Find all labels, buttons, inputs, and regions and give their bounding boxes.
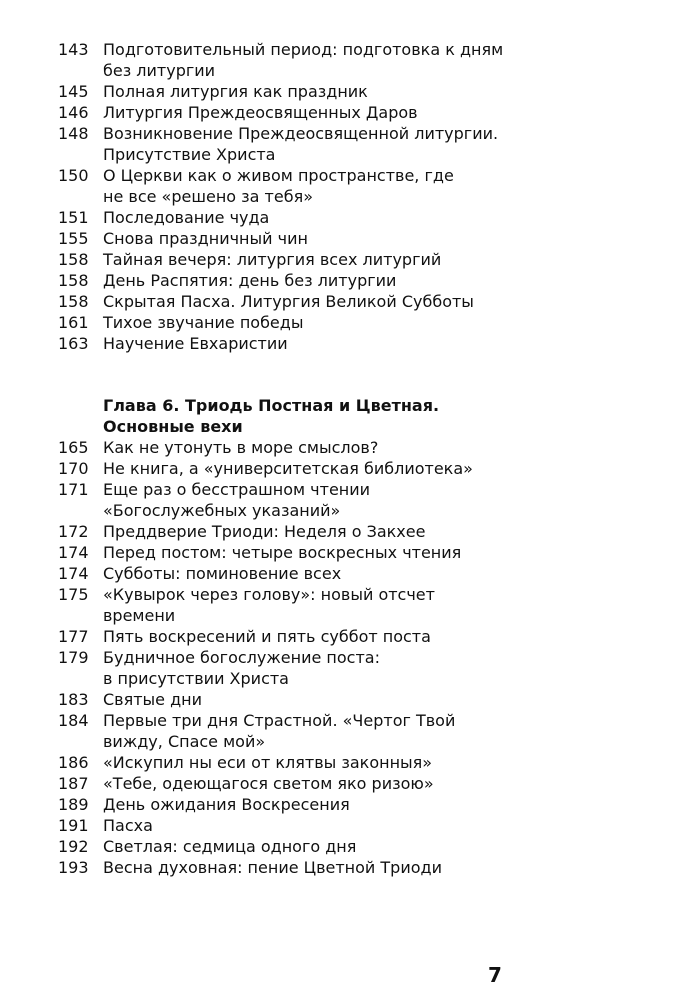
toc-entry-page: 163 [58,334,89,353]
toc-entry [58,521,658,542]
toc-entry-title: Тайная вечеря: литургия всех литургий [103,250,442,269]
toc-entry-title: Пять воскресений и пять суббот поста [103,627,431,646]
toc-entry-page: 179 [58,648,89,667]
toc-entry [58,752,658,773]
toc-entry [58,81,658,102]
toc-entry-page: 165 [58,438,89,457]
toc-entry-title: «Тебе, одеющагося светом яко ризою» [103,774,434,793]
toc-entry-page: 170 [58,459,89,478]
toc-section-part2 [58,437,658,878]
toc-entry [58,207,658,228]
toc-entry-page: 155 [58,229,89,248]
toc-entry-title: Первые три дня Страстной. «Чертог Твой вижду, Спасе мой» [103,711,456,751]
toc-entry-page: 151 [58,208,89,227]
section-gap [58,354,658,395]
toc-entry-title: Еще раз о бесстрашном чтении «Богослужебных указаний» [103,480,371,520]
toc-entry-page: 174 [58,543,89,562]
toc-entry-page: 172 [58,522,89,541]
toc-entry-title: Полная литургия как праздник [103,82,368,101]
toc-entry-title: О Церкви как о живом пространстве, где не все «решено за тебя» [103,166,454,206]
toc-entry-page: 143 [58,40,89,59]
toc-entry-title: Перед постом: четыре воскресных чтения [103,543,462,562]
toc-entry-page: 183 [58,690,89,709]
toc-entry [58,39,658,81]
toc-entry [58,102,658,123]
toc-entry [58,689,658,710]
toc-entry-page: 192 [58,837,89,856]
toc-entry [58,165,658,207]
toc-entry-page: 146 [58,103,89,122]
toc-entry-page: 158 [58,271,89,290]
toc-entry [58,123,658,165]
toc-entry [58,249,658,270]
toc-entry-page: 189 [58,795,89,814]
toc-entry-title: Будничное богослужение поста: в присутствии Христа [103,648,380,688]
toc-entry [58,773,658,794]
toc-entry-page: 184 [58,711,89,730]
toc-entry-page: 191 [58,816,89,835]
toc-entry-title: Возникновение Преждеосвященной литургии. Присутствие Христа [103,124,499,164]
toc-entry-title: Скрытая Пасха. Литургия Великой Субботы [103,292,474,311]
toc-entry [58,815,658,836]
toc-entry-page: 158 [58,292,89,311]
toc-entry-page: 193 [58,858,89,877]
toc-entry [58,270,658,291]
toc-entry-title: День Распятия: день без литургии [103,271,397,290]
chapter-heading [58,395,658,437]
toc-entry [58,291,658,312]
toc-entry-title: Не книга, а «университетская библиотека» [103,459,473,478]
toc-entry [58,857,658,878]
toc-entry-title: Научение Евхаристии [103,334,288,353]
toc-entry-page: 150 [58,166,89,185]
toc-entry [58,794,658,815]
toc-entry [58,542,658,563]
toc-entry-title: Святые дни [103,690,203,709]
toc-entry-page: 161 [58,313,89,332]
toc-entry-page: 187 [58,774,89,793]
toc-entry [58,437,658,458]
toc-entry-page: 171 [58,480,89,499]
toc-entry-page: 177 [58,627,89,646]
toc-entry-title: День ожидания Воскресения [103,795,350,814]
toc-entry-title: Пасха [103,816,153,835]
toc-entry-title: Как не утонуть в море смыслов? [103,438,379,457]
toc-entry-page: 175 [58,585,89,604]
toc-entry-title: Светлая: седмица одного дня [103,837,357,856]
toc-entry-title: Тихое звучание победы [103,313,304,332]
chapter-title: Глава 6. Триодь Постная и Цветная. Основные вехи [103,396,440,436]
toc-entry [58,458,658,479]
toc-entry [58,710,658,752]
toc-entry-title: Последование чуда [103,208,270,227]
toc-entry [58,584,658,626]
toc-entry-title: Подготовительный период: подготовка к дням без литургии [103,40,504,80]
toc-entry [58,312,658,333]
toc-entry-title: Субботы: поминовение всех [103,564,342,583]
toc-entry-title: «Искупил ны еси от клятвы законныя» [103,753,433,772]
page-number: 7 [488,963,502,987]
toc-entry-page: 145 [58,82,89,101]
toc-entry-page: 186 [58,753,89,772]
toc-entry [58,836,658,857]
toc-entry [58,563,658,584]
toc-entry [58,626,658,647]
toc-entry [58,479,658,521]
toc-entry-page: 148 [58,124,89,143]
toc-entry-title: «Кувырок через голову»: новый отсчет времени [103,585,435,625]
toc-entry [58,333,658,354]
toc-entry-title: Весна духовная: пение Цветной Триоди [103,858,442,877]
toc-entry-title: Литургия Преждеосвященных Даров [103,103,418,122]
toc-section-part1 [58,39,658,354]
toc-entry-page: 158 [58,250,89,269]
toc-entry-title: Снова праздничный чин [103,229,308,248]
toc-entry [58,228,658,249]
toc-entry [58,647,658,689]
toc-entry-title: Преддверие Триоди: Неделя о Закхее [103,522,426,541]
toc-entry-page: 174 [58,564,89,583]
table-of-contents [58,39,658,878]
